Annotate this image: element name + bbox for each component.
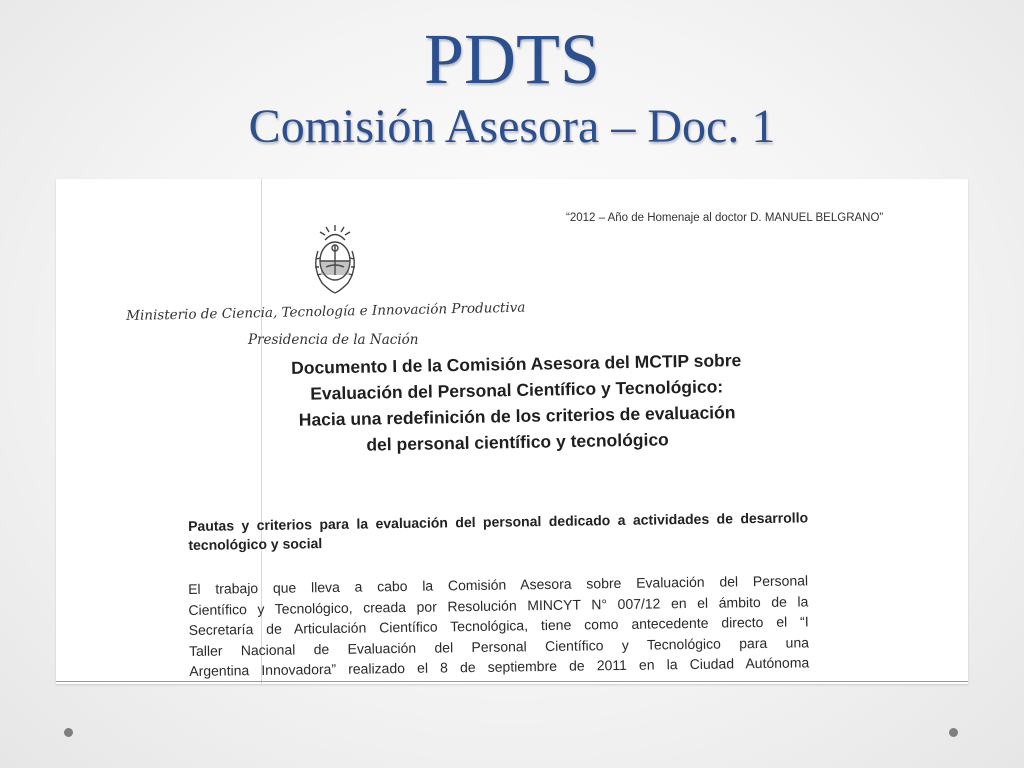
presidency-name: Presidencia de la Nación	[248, 332, 419, 348]
document-title-line: Hacia una redefinición de los criterios de evaluación	[298, 402, 736, 430]
body-line: El trabajo que lleva a cabo la Comisión Asesora sobre Evaluación del Personal	[188, 572, 809, 597]
document-title-line: del personal científico y tecnológico	[366, 429, 669, 455]
body-line: Argentina Innovadora” realizado el 8 de septiembre de 2011 en la Ciudad Autónoma	[189, 654, 810, 679]
body-paragraph	[188, 570, 809, 681]
argentina-coat-of-arms-icon	[306, 221, 364, 297]
document-bottom-rule	[56, 681, 968, 682]
scanned-document	[56, 179, 968, 684]
body-line: Secretaría de Articulación Científico Tecnológica, tiene como antecedente directo el “I	[188, 613, 809, 638]
slide-title	[0, 19, 1024, 153]
ministry-name: Ministerio de Ciencia, Tecnología e Innovación Productiva	[126, 299, 526, 324]
document-title-line: Documento I de la Comisión Asesora del MCTIP sobre	[290, 350, 742, 378]
document-header-quote: “2012 – Año de Homenaje al doctor D. MANUEL BELGRANO”	[566, 212, 884, 224]
slide-corner-dot-left	[64, 728, 73, 737]
document-title-line: Evaluación del Personal Científico y Tecnológico:	[310, 376, 724, 404]
body-line: Taller Nacional de Evaluación del Personal Científico y Tecnológico para una	[188, 633, 810, 659]
body-line: Científico y Tecnológico, creada por Resolución MINCYT N° 007/12 en el ámbito de la	[188, 592, 809, 618]
slide-title-subtitle: Comisión Asesora – Doc. 1	[248, 99, 776, 153]
section-heading: Pautas y criterios para la evaluación del personal dedicado a actividades de desarrollo tecnológico y social	[188, 509, 809, 553]
slide-corner-dot-right	[949, 728, 958, 737]
slide-title-main: PDTS	[423, 19, 601, 99]
document-title	[216, 346, 818, 460]
